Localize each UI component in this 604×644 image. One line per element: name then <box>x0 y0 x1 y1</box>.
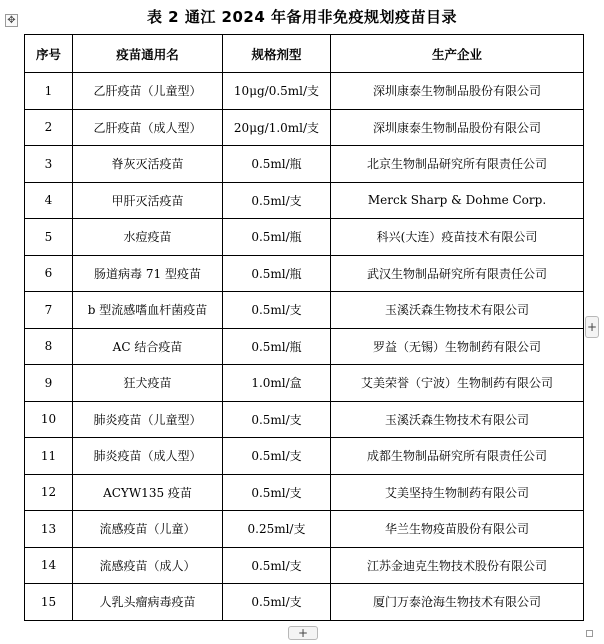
cell-no[interactable]: 10 <box>25 401 73 438</box>
table-row <box>25 438 584 475</box>
cell-no[interactable]: 4 <box>25 182 73 219</box>
cell-name[interactable]: b 型流感嗜血杆菌疫苗 <box>73 292 223 329</box>
table-row <box>25 255 584 292</box>
table-row <box>25 547 584 584</box>
cell-spec[interactable]: 0.5ml/支 <box>223 182 331 219</box>
add-column-icon[interactable]: + <box>585 316 599 338</box>
cell-name[interactable]: 肺炎疫苗（成人型） <box>73 438 223 475</box>
table-row <box>25 182 584 219</box>
cell-manufacturer[interactable]: 武汉生物制品研究所有限责任公司 <box>331 255 584 292</box>
cell-name[interactable]: 肠道病毒 71 型疫苗 <box>73 255 223 292</box>
cell-manufacturer[interactable]: 艾美荣誉（宁波）生物制药有限公司 <box>331 365 584 402</box>
cell-no[interactable]: 14 <box>25 547 73 584</box>
table-row <box>25 365 584 402</box>
cell-manufacturer[interactable]: 深圳康泰生物制品股份有限公司 <box>331 109 584 146</box>
table-row <box>25 328 584 365</box>
cell-no[interactable]: 1 <box>25 73 73 110</box>
cell-no[interactable]: 13 <box>25 511 73 548</box>
table-header-row <box>25 35 584 73</box>
cell-spec[interactable]: 0.5ml/支 <box>223 474 331 511</box>
cell-no[interactable]: 12 <box>25 474 73 511</box>
cell-no[interactable]: 9 <box>25 365 73 402</box>
cell-manufacturer[interactable]: 北京生物制品研究所有限责任公司 <box>331 146 584 183</box>
table-row <box>25 73 584 110</box>
cell-no[interactable]: 5 <box>25 219 73 256</box>
cell-spec[interactable]: 10μg/0.5ml/支 <box>223 73 331 110</box>
header-name: 疫苗通用名 <box>73 35 223 73</box>
cell-name[interactable]: 流感疫苗（成人） <box>73 547 223 584</box>
cell-name[interactable]: 甲肝灭活疫苗 <box>73 182 223 219</box>
table-row <box>25 401 584 438</box>
cell-spec[interactable]: 0.5ml/支 <box>223 547 331 584</box>
header-spec: 规格剂型 <box>223 35 331 73</box>
cell-spec[interactable]: 0.5ml/瓶 <box>223 328 331 365</box>
table-row <box>25 584 584 621</box>
cell-spec[interactable]: 0.5ml/瓶 <box>223 146 331 183</box>
table-row <box>25 511 584 548</box>
cell-name[interactable]: 乙肝疫苗（成人型） <box>73 109 223 146</box>
vaccine-table <box>24 34 584 621</box>
cell-spec[interactable]: 1.0ml/盒 <box>223 365 331 402</box>
cell-no[interactable]: 6 <box>25 255 73 292</box>
table-row <box>25 292 584 329</box>
cell-manufacturer[interactable]: 科兴(大连）疫苗技术有限公司 <box>331 219 584 256</box>
cell-name[interactable]: 脊灰灭活疫苗 <box>73 146 223 183</box>
cell-spec[interactable]: 0.5ml/瓶 <box>223 219 331 256</box>
cell-name[interactable]: 人乳头瘤病毒疫苗 <box>73 584 223 621</box>
cell-no[interactable]: 11 <box>25 438 73 475</box>
cell-spec[interactable]: 20μg/1.0ml/支 <box>223 109 331 146</box>
cell-name[interactable]: ACYW135 疫苗 <box>73 474 223 511</box>
table-resize-handle-icon[interactable] <box>586 630 593 637</box>
cell-spec[interactable]: 0.25ml/支 <box>223 511 331 548</box>
cell-manufacturer[interactable]: 罗益（无锡）生物制药有限公司 <box>331 328 584 365</box>
table-row <box>25 146 584 183</box>
cell-name[interactable]: 流感疫苗（儿童） <box>73 511 223 548</box>
cell-manufacturer[interactable]: 华兰生物疫苗股份有限公司 <box>331 511 584 548</box>
cell-name[interactable]: 水痘疫苗 <box>73 219 223 256</box>
cell-name[interactable]: 狂犬疫苗 <box>73 365 223 402</box>
cell-manufacturer[interactable]: Merck Sharp & Dohme Corp. <box>331 182 584 219</box>
table-row <box>25 219 584 256</box>
cell-spec[interactable]: 0.5ml/支 <box>223 584 331 621</box>
cell-name[interactable]: 乙肝疫苗（儿童型） <box>73 73 223 110</box>
cell-manufacturer[interactable]: 厦门万泰沧海生物技术有限公司 <box>331 584 584 621</box>
cell-name[interactable]: 肺炎疫苗（儿童型） <box>73 401 223 438</box>
document-title: 表 2 通江 2024 年备用非免疫规划疫苗目录 <box>146 8 458 26</box>
cell-no[interactable]: 7 <box>25 292 73 329</box>
table-row <box>25 474 584 511</box>
cell-name[interactable]: AC 结合疫苗 <box>73 328 223 365</box>
cell-manufacturer[interactable]: 玉溪沃森生物技术有限公司 <box>331 401 584 438</box>
cell-no[interactable]: 3 <box>25 146 73 183</box>
cell-manufacturer[interactable]: 江苏金迪克生物技术股份有限公司 <box>331 547 584 584</box>
cell-no[interactable]: 15 <box>25 584 73 621</box>
header-manufacturer: 生产企业 <box>331 35 584 73</box>
cell-no[interactable]: 2 <box>25 109 73 146</box>
cell-manufacturer[interactable]: 艾美坚持生物制药有限公司 <box>331 474 584 511</box>
cell-spec[interactable]: 0.5ml/瓶 <box>223 255 331 292</box>
cell-manufacturer[interactable]: 深圳康泰生物制品股份有限公司 <box>331 73 584 110</box>
cell-spec[interactable]: 0.5ml/支 <box>223 401 331 438</box>
table-move-handle-icon[interactable]: ✥ <box>5 14 18 27</box>
cell-spec[interactable]: 0.5ml/支 <box>223 438 331 475</box>
cell-manufacturer[interactable]: 玉溪沃森生物技术有限公司 <box>331 292 584 329</box>
header-no: 序号 <box>25 35 73 73</box>
table-row <box>25 109 584 146</box>
cell-spec[interactable]: 0.5ml/支 <box>223 292 331 329</box>
cell-manufacturer[interactable]: 成都生物制品研究所有限责任公司 <box>331 438 584 475</box>
cell-no[interactable]: 8 <box>25 328 73 365</box>
add-row-icon[interactable]: + <box>288 626 318 640</box>
